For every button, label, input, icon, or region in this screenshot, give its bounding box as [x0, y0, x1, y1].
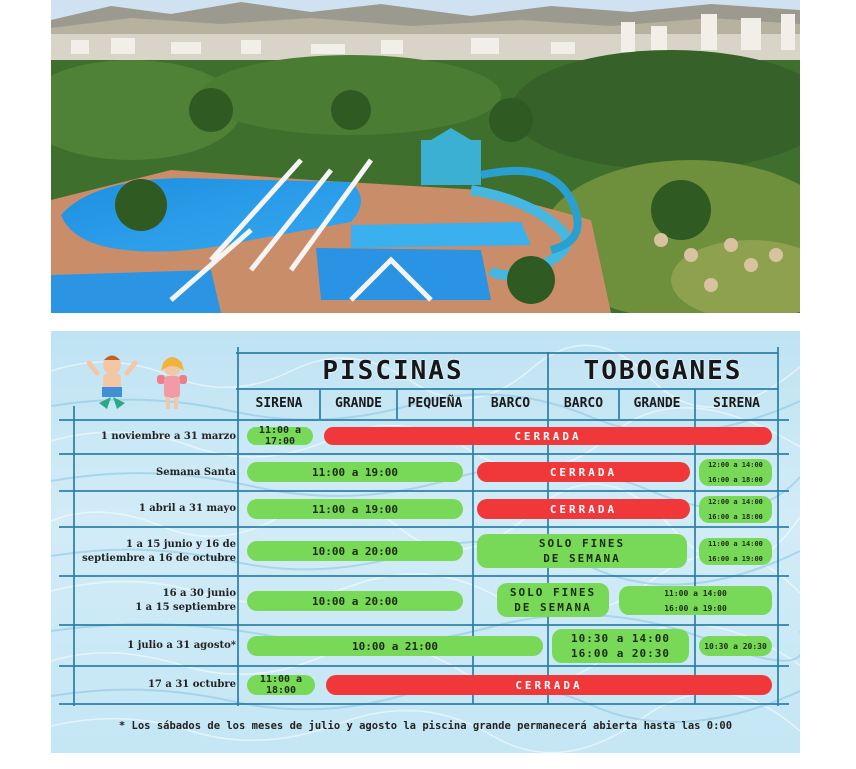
- water-park-aerial-photo-icon: [51, 0, 800, 313]
- row-label: 1 a 15 junio y 16 de septiembre a 16 de octubre: [82, 538, 236, 564]
- column-header: GRANDE: [633, 396, 681, 411]
- row-label: 16 a 30 junio 1 a 15 septiembre: [135, 587, 236, 613]
- open-hours-pill: 10:00 a 21:00: [247, 636, 543, 656]
- open-hours-pill: 10:30 a 14:00 16:00 a 20:30: [552, 629, 689, 663]
- group-title-slides: TOBOGANES: [583, 356, 743, 386]
- open-hours-pill: 10:00 a 20:00: [247, 591, 463, 611]
- row-label: 1 noviembre a 31 marzo: [100, 431, 236, 442]
- grid-line: [236, 388, 778, 390]
- closed-pill: CERRADA: [477, 462, 690, 482]
- open-hours-pill: 10:00 a 20:00: [247, 541, 463, 561]
- closed-pill: CERRADA: [326, 675, 772, 695]
- grid-line: [236, 352, 778, 354]
- schedule-table: [51, 331, 800, 753]
- weekends-only-pill: SOLO FINES DE SEMANA: [477, 534, 687, 568]
- open-hours-pill: 11:00 a 19:00: [247, 499, 463, 519]
- grid-line: [73, 406, 75, 706]
- open-hours-pill: 11:00 a 14:00 16:00 a 19:00: [699, 538, 772, 565]
- row-label: 1 abril a 31 mayo: [138, 503, 236, 514]
- grid-line: [59, 703, 789, 705]
- open-hours-pill: 11:00 a 17:00: [247, 427, 313, 445]
- weekends-only-pill: SOLO FINES DE SEMANA: [497, 583, 609, 617]
- open-hours-pill: 11:00 a 14:00 16:00 a 19:00: [619, 586, 772, 615]
- row-label: 17 a 31 octubre: [147, 679, 236, 690]
- closed-pill: CERRADA: [324, 427, 772, 445]
- column-header: SIRENA: [713, 396, 760, 411]
- kids-swimming-icon: [87, 351, 203, 413]
- column-header: BARCO: [563, 396, 604, 411]
- grid-line: [777, 347, 779, 706]
- row-label: Semana Santa: [156, 466, 236, 478]
- open-hours-pill: 10:30 a 20:30: [699, 636, 772, 656]
- open-hours-pill: 11:00 a 18:00: [247, 675, 315, 695]
- open-hours-pill: 12:00 a 14:00 16:00 a 18:00: [699, 496, 772, 523]
- water-park-photo: [51, 0, 800, 313]
- open-hours-pill: 11:00 a 19:00: [247, 462, 463, 482]
- open-hours-pill: 12:00 a 14:00 16:00 a 18:00: [699, 459, 772, 486]
- row-label: 1 julio a 31 agosto*: [127, 639, 236, 651]
- column-header: BARCO: [490, 396, 531, 411]
- closed-pill: CERRADA: [477, 499, 690, 519]
- column-header: SIRENA: [255, 396, 303, 411]
- footnote: * Los sábados de los meses de julio y agosto la piscina grande permanecerá abierta hasta las 0:00: [118, 720, 733, 732]
- group-title-pools: PISCINAS: [322, 356, 464, 386]
- column-header: GRANDE: [335, 396, 382, 411]
- column-header: PEQUEÑA: [407, 396, 463, 411]
